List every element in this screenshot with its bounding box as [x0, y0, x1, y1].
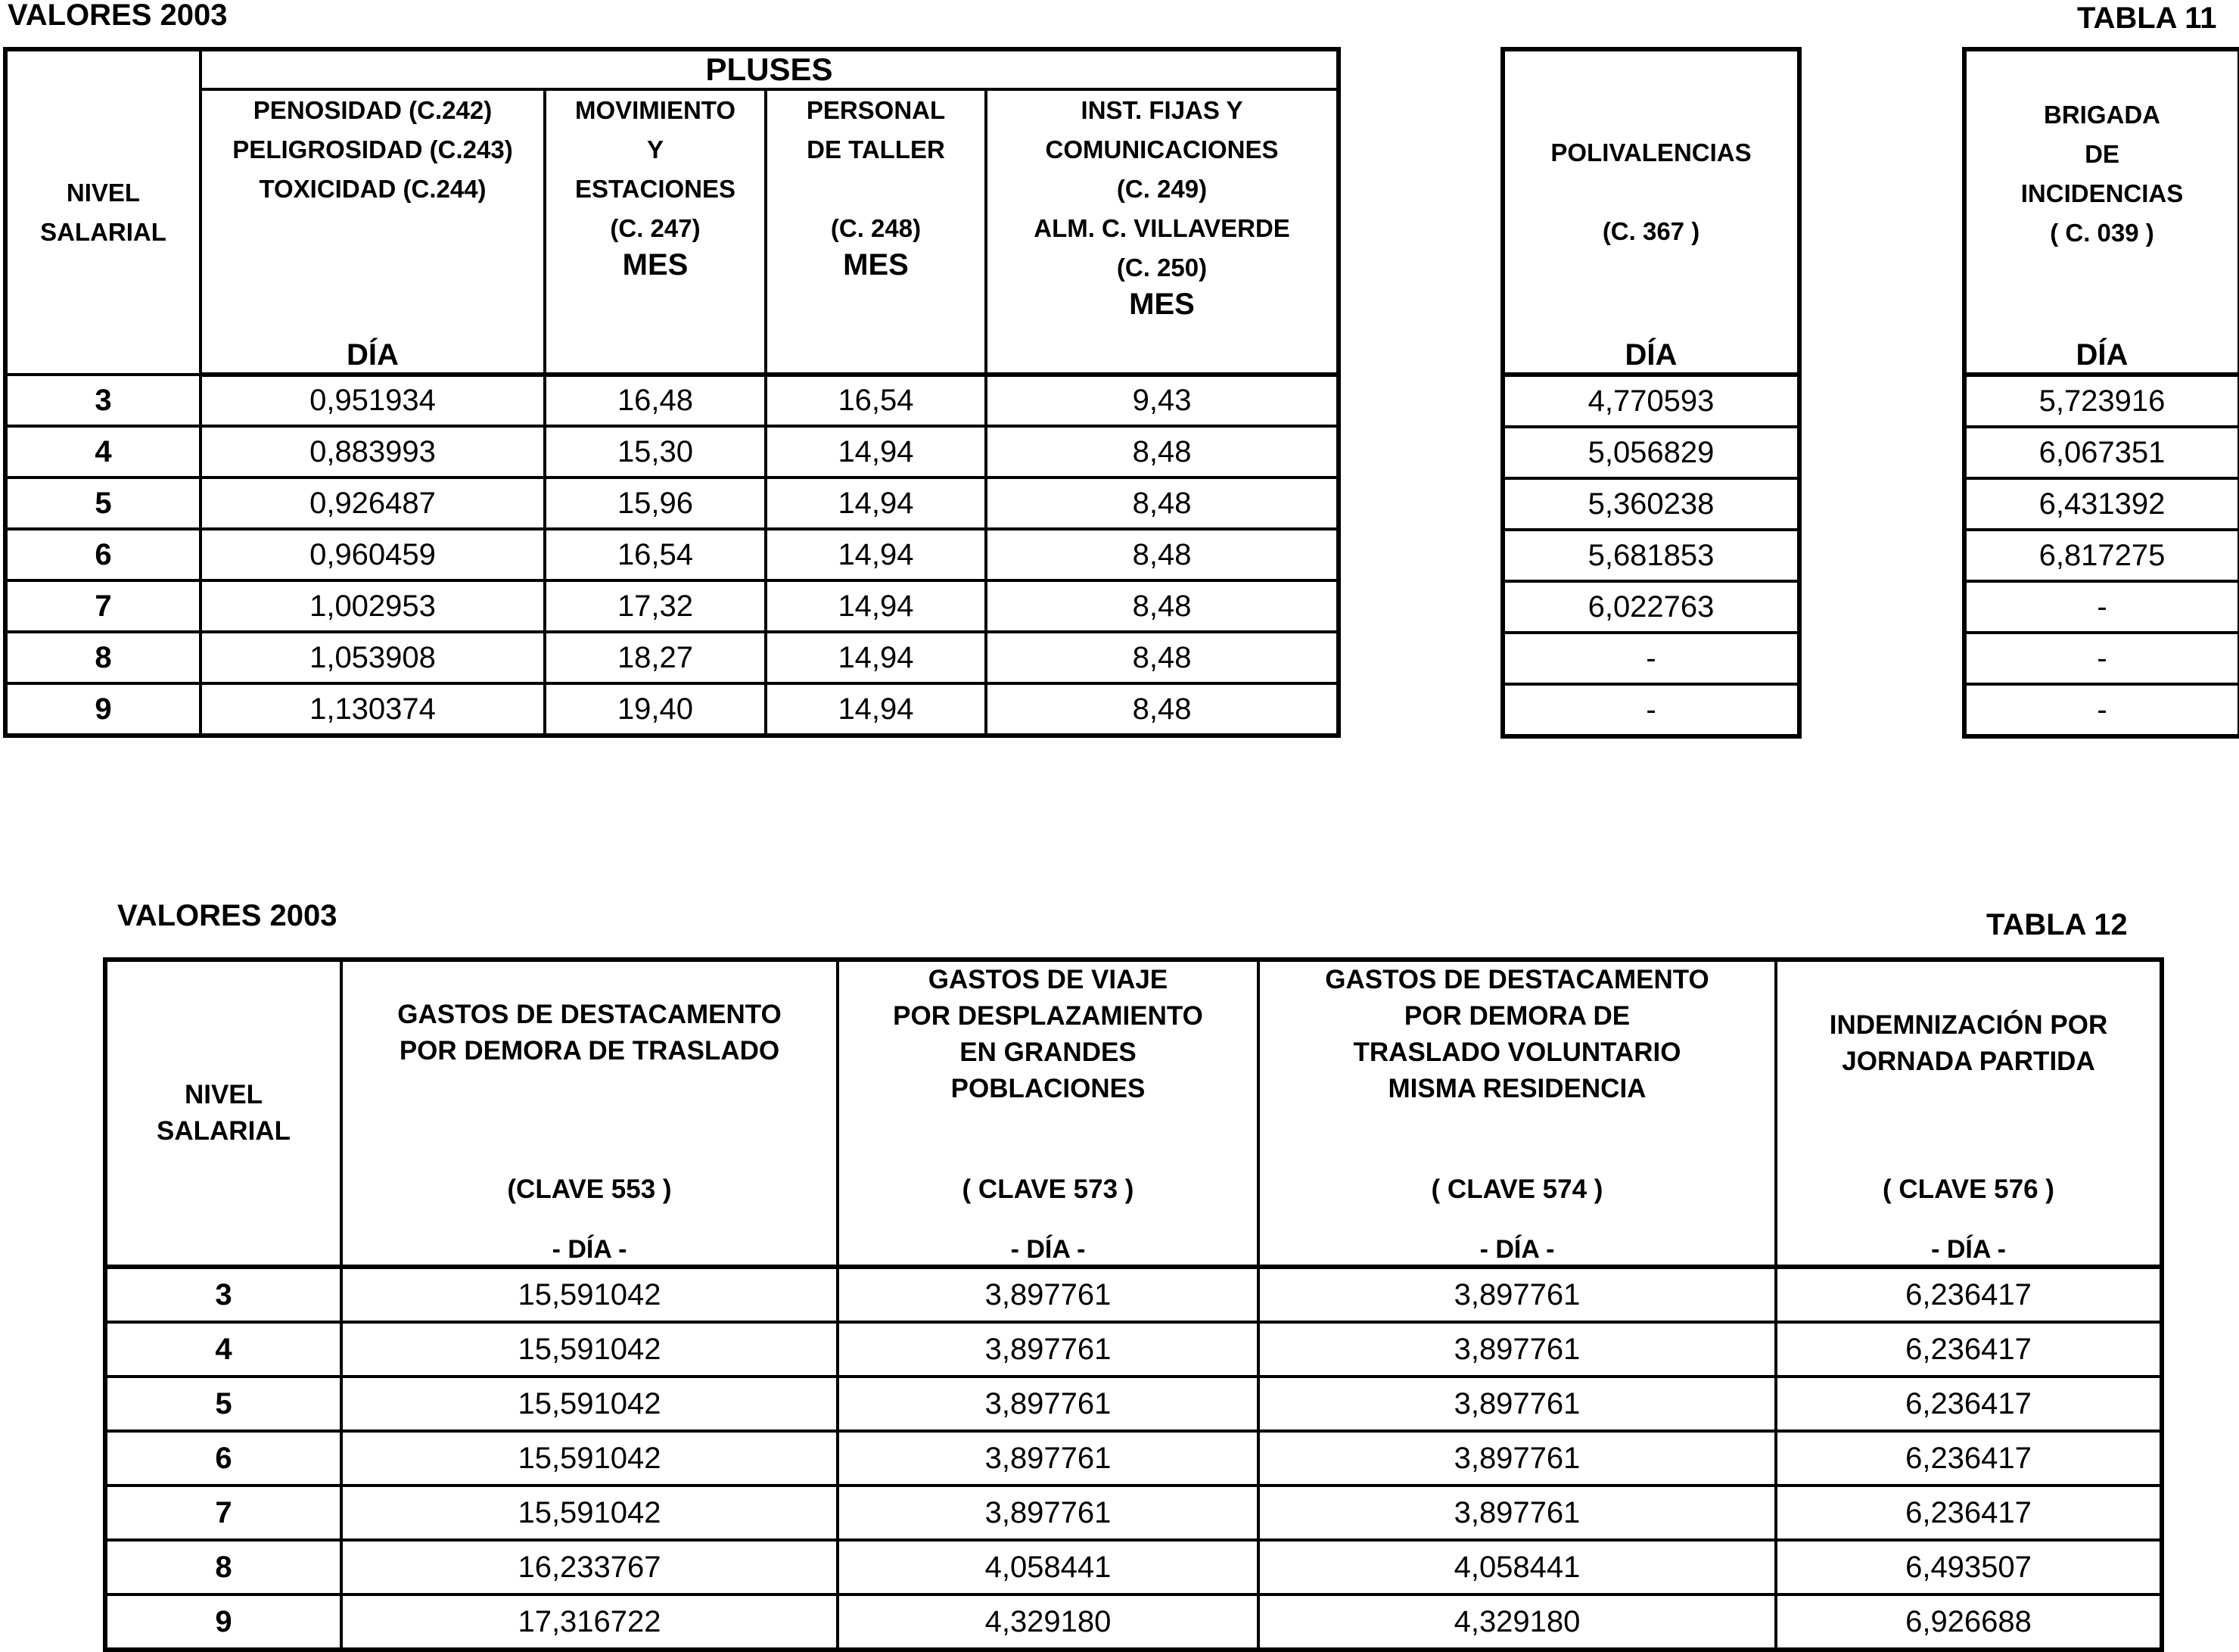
col-unit: - DÍA -	[552, 1235, 627, 1264]
table-row	[1503, 478, 1799, 530]
col-clave: ( CLAVE 574 )	[1431, 1174, 1603, 1204]
col-head-text: PERSONAL DE TALLER (C. 248)	[806, 96, 946, 242]
table-row	[105, 1431, 2162, 1486]
col-unit: - DÍA -	[1010, 1235, 1086, 1264]
table11-main	[3, 47, 1341, 738]
col-unit: - DÍA -	[1931, 1235, 2006, 1264]
value-cell: 6,236417	[1776, 1377, 2162, 1431]
value-cell: 3,897761	[1258, 1322, 1776, 1377]
col-header-clave-576	[1776, 960, 2162, 1267]
table11-brigada	[1962, 47, 2239, 739]
value-cell: 16,54	[766, 375, 986, 426]
table12-title: VALORES 2003	[117, 899, 337, 932]
value-cell: 6,236417	[1776, 1486, 2162, 1540]
col-head-text: PENOSIDAD (C.242) PELIGROSIDAD (C.243) TOXICIDAD (C.244)	[232, 96, 513, 203]
table-row	[1964, 375, 2239, 427]
col-header-movimiento	[545, 89, 766, 375]
table-row	[1964, 530, 2239, 581]
value-cell: 3,897761	[838, 1431, 1258, 1486]
col-unit: DÍA	[1625, 338, 1678, 372]
col-header-clave-573	[838, 960, 1258, 1267]
value-cell: 14,94	[766, 683, 986, 736]
value-cell: 9,43	[986, 375, 1339, 426]
value-cell: 8,48	[986, 683, 1339, 736]
value-cell: 3,897761	[1258, 1486, 1776, 1540]
col-unit: DÍA	[347, 338, 399, 372]
table-row	[5, 580, 1339, 632]
col-head-text: INST. FIJAS Y COMUNICACIONES (C. 249) ALM. C. VILLAVERDE (C. 250)	[1034, 96, 1290, 282]
value-cell: 4,770593	[1503, 375, 1799, 427]
value-cell: 5,056829	[1503, 427, 1799, 478]
nivel-cell: 6	[105, 1431, 341, 1486]
table-row	[5, 426, 1339, 478]
table-row	[1503, 633, 1799, 684]
value-cell: 14,94	[766, 632, 986, 683]
table-row	[5, 632, 1339, 683]
table-row	[5, 529, 1339, 580]
nivel-cell: 9	[5, 683, 201, 736]
value-cell: 17,316722	[341, 1594, 838, 1650]
table-row	[1964, 427, 2239, 478]
table-row	[105, 1267, 2162, 1322]
table-row	[1964, 684, 2239, 736]
col-unit: MES	[843, 248, 909, 282]
value-cell: -	[1964, 684, 2239, 736]
value-cell: -	[1503, 633, 1799, 684]
table-row	[5, 683, 1339, 736]
col-header-brigada	[1964, 49, 2239, 375]
table-row	[1503, 530, 1799, 581]
value-cell: 8,48	[986, 632, 1339, 683]
value-cell: 14,94	[766, 529, 986, 580]
col-header-clave-553	[341, 960, 838, 1267]
value-cell: 19,40	[545, 683, 766, 736]
value-cell: 8,48	[986, 580, 1339, 632]
col-header-penosidad	[201, 89, 545, 375]
value-cell: 1,130374	[201, 683, 545, 736]
col-header-clave-574	[1258, 960, 1776, 1267]
nivel-cell: 7	[5, 580, 201, 632]
nivel-cell: 7	[105, 1486, 341, 1540]
value-cell: 3,897761	[838, 1267, 1258, 1322]
value-cell: 15,591042	[341, 1377, 838, 1431]
table-row	[1503, 684, 1799, 736]
value-cell: 3,897761	[1258, 1267, 1776, 1322]
table-row	[1964, 581, 2239, 633]
value-cell: 0,883993	[201, 426, 545, 478]
value-cell: 4,058441	[1258, 1540, 1776, 1594]
col-head-text: POLIVALENCIAS (C. 367 )	[1550, 138, 1752, 245]
table11-polivalencias	[1500, 47, 1802, 739]
col-header-personal-taller	[766, 89, 986, 375]
value-cell: 3,897761	[838, 1377, 1258, 1431]
value-cell: 3,897761	[1258, 1377, 1776, 1431]
value-cell: 0,951934	[201, 375, 545, 426]
brigada-body	[1964, 375, 2239, 736]
value-cell: 15,96	[545, 478, 766, 529]
value-cell: 5,723916	[1964, 375, 2239, 427]
value-cell: -	[1503, 684, 1799, 736]
value-cell: 15,591042	[341, 1322, 838, 1377]
value-cell: 4,058441	[838, 1540, 1258, 1594]
value-cell: 5,360238	[1503, 478, 1799, 530]
value-cell: 6,817275	[1964, 530, 2239, 581]
value-cell: 6,236417	[1776, 1267, 2162, 1322]
table-row	[1503, 375, 1799, 427]
value-cell: 14,94	[766, 580, 986, 632]
value-cell: 4,329180	[838, 1594, 1258, 1650]
value-cell: 17,32	[545, 580, 766, 632]
nivel-header: NIVEL SALARIAL	[5, 49, 201, 375]
value-cell: 14,94	[766, 478, 986, 529]
value-cell: 15,591042	[341, 1267, 838, 1322]
value-cell: 6,236417	[1776, 1431, 2162, 1486]
col-head-text: BRIGADA DE INCIDENCIAS ( C. 039 )	[2020, 101, 2184, 247]
value-cell: 15,591042	[341, 1486, 838, 1540]
table11-body	[5, 375, 1339, 736]
nivel-header: NIVEL SALARIAL	[105, 960, 341, 1267]
table12-main	[103, 957, 2164, 1652]
nivel-cell: 3	[5, 375, 201, 426]
col-header-polivalencias	[1503, 49, 1799, 375]
nivel-cell: 3	[105, 1267, 341, 1322]
table-row	[105, 1377, 2162, 1431]
table-row	[1503, 581, 1799, 633]
value-cell: 6,236417	[1776, 1322, 2162, 1377]
value-cell: 0,960459	[201, 529, 545, 580]
value-cell: 18,27	[545, 632, 766, 683]
table11-title: VALORES 2003	[8, 0, 228, 32]
nivel-cell: 4	[105, 1322, 341, 1377]
value-cell: 6,493507	[1776, 1540, 2162, 1594]
table-row	[105, 1594, 2162, 1650]
value-cell: 6,431392	[1964, 478, 2239, 530]
col-header-inst-fijas	[986, 89, 1339, 375]
nivel-cell: 6	[5, 529, 201, 580]
table-row	[105, 1486, 2162, 1540]
value-cell: 8,48	[986, 478, 1339, 529]
value-cell: 1,002953	[201, 580, 545, 632]
col-unit: DÍA	[2076, 338, 2129, 372]
polivalencias-body	[1503, 375, 1799, 736]
nivel-cell: 8	[105, 1540, 341, 1594]
col-unit: MES	[622, 248, 689, 282]
col-clave: (CLAVE 553 )	[507, 1174, 672, 1204]
value-cell: -	[1964, 633, 2239, 684]
col-head-text: INDEMNIZACIÓN POR JORNADA PARTIDA	[1829, 1010, 2108, 1076]
nivel-cell: 5	[105, 1377, 341, 1431]
value-cell: 15,591042	[341, 1431, 838, 1486]
value-cell: 16,48	[545, 375, 766, 426]
value-cell: 3,897761	[838, 1322, 1258, 1377]
col-unit: - DÍA -	[1479, 1235, 1555, 1264]
value-cell: 8,48	[986, 426, 1339, 478]
value-cell: 16,54	[545, 529, 766, 580]
value-cell: -	[1964, 581, 2239, 633]
col-head-text: GASTOS DE DESTACAMENTO POR DEMORA DE TRASLADO	[397, 1000, 782, 1066]
table-row	[105, 1322, 2162, 1377]
value-cell: 5,681853	[1503, 530, 1799, 581]
nivel-cell: 4	[5, 426, 201, 478]
col-head-text: GASTOS DE VIAJE POR DESPLAZAMIENTO EN GRANDES POBLACIONES	[893, 965, 1203, 1103]
pluses-header: PLUSES	[201, 49, 1339, 89]
table-row	[1964, 478, 2239, 530]
value-cell: 8,48	[986, 529, 1339, 580]
table-row	[105, 1540, 2162, 1594]
value-cell: 14,94	[766, 426, 986, 478]
col-head-text: MOVIMIENTO Y ESTACIONES (C. 247)	[574, 96, 736, 242]
col-head-text: GASTOS DE DESTACAMENTO POR DEMORA DE TRASLADO VOLUNTARIO MISMA RESIDENCIA	[1325, 965, 1709, 1103]
value-cell: 16,233767	[341, 1540, 838, 1594]
value-cell: 6,022763	[1503, 581, 1799, 633]
value-cell: 1,053908	[201, 632, 545, 683]
table-row	[1964, 633, 2239, 684]
nivel-cell: 8	[5, 632, 201, 683]
table12-body	[105, 1267, 2162, 1650]
value-cell: 6,926688	[1776, 1594, 2162, 1650]
col-clave: ( CLAVE 573 )	[962, 1174, 1134, 1204]
value-cell: 6,067351	[1964, 427, 2239, 478]
col-unit: MES	[1129, 288, 1195, 321]
table11-label: TABLA 11	[2077, 2, 2217, 35]
value-cell: 0,926487	[201, 478, 545, 529]
value-cell: 15,30	[545, 426, 766, 478]
table12-label: TABLA 12	[1986, 908, 2128, 941]
col-clave: ( CLAVE 576 )	[1883, 1174, 2054, 1204]
table-row	[5, 375, 1339, 426]
value-cell: 3,897761	[1258, 1431, 1776, 1486]
table-row	[1503, 427, 1799, 478]
table-row	[5, 478, 1339, 529]
value-cell: 4,329180	[1258, 1594, 1776, 1650]
nivel-cell: 9	[105, 1594, 341, 1650]
value-cell: 3,897761	[838, 1486, 1258, 1540]
nivel-cell: 5	[5, 478, 201, 529]
